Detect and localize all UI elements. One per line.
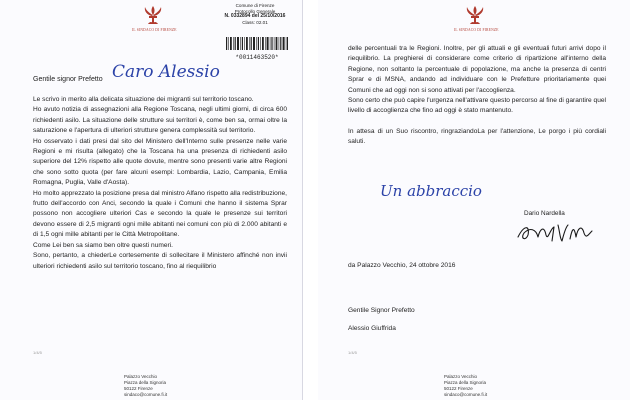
stamp-line: Comune di Firenze <box>235 3 275 8</box>
signer-name: Dario Nardella <box>524 210 565 217</box>
footer-line: 50122 Firenze <box>124 386 153 391</box>
logo-caption: IL SINDACO DI FIRENZE <box>132 28 177 32</box>
greeting: Gentile signor Prefetto <box>33 76 103 83</box>
paragraph: delle percentuali tra le Regioni. Inoltre, per gli attuali e gli eventuali futuri arrivi dopo il riequilibrio. La preghierei di considerare come criterio di ripartizione all'interno della Regione, non soltanto la percentuale di popolazione, ma anche la presenza di centri Sprar e di MSNA, andando ad individuare con le Prefetture prioritariamente quei Comuni che ad oggi non si sono attivati per l'accoglienza. <box>348 45 606 94</box>
footer-line: sindaco@comune.fi.it <box>124 392 168 397</box>
paragraph: Sono, pertanto, a chiederLe cortesemente di sollecitare il Ministero affinché non invii ulteriori richiedenti asilo sul territorio toscano, fino al riequilibrio <box>33 252 287 270</box>
footer-line: Palazzo Vecchio <box>444 374 478 379</box>
paragraph: Le scrivo in merito alla delicata situazione dei migranti sul territorio toscano. <box>33 96 254 103</box>
footer-line: Palazzo Vecchio <box>124 374 158 379</box>
florence-lily-logo-icon <box>142 4 164 26</box>
florence-lily-logo-icon <box>464 4 486 26</box>
place-date: da Palazzo Vecchio, 24 ottobre 2016 <box>348 262 456 269</box>
signature-icon <box>514 219 594 245</box>
handwritten-salutation: Caro Alessio <box>112 62 220 82</box>
page-tick: 1/4/5 <box>33 350 42 355</box>
protocol-stamp <box>218 3 292 37</box>
page-tick: 1/4/5 <box>348 350 357 355</box>
letter-page-2 <box>318 0 630 400</box>
footer-line: Piazza della Signoria <box>124 380 167 385</box>
page-edge <box>302 0 303 400</box>
footer-line: 50122 Firenze <box>444 386 473 391</box>
paragraph: Sono certo che può capire l'urgenza nell'attivare questo percorso al fine di garantire quel livello di accoglienza che fino ad oggi è stato mantenuto. <box>348 97 606 115</box>
letterhead-footer <box>124 374 167 398</box>
paragraph: Ho osservato i dati presi dal sito del Ministero dell'Interno sulle presenze nelle varie Regioni e mi risulta (allegato) che la Toscana ha una presenza di richiedenti asilo superiore del 12% rispetto alle quote dovute, mentre sono presenti varie altre Regioni che sono sotto quota (per fare alcuni esempi: Lombardia, Lazio, Campania, Emilia Romagna, Puglia, Valle d'Aosta). <box>33 137 287 187</box>
stamp-line: Class: 02.01 <box>242 19 268 25</box>
paragraph: Ho avuto notizia di assegnazioni alla Regione Toscana, negli ultimi giorni, di circa 600 richiedenti asilo. La situazione delle strutture sui territori è, come ben sa, ormai oltre la saturazione e l'apertura di ulteriori strutture genera complessità sul territorio. <box>33 106 287 135</box>
letter-body <box>348 44 606 148</box>
letter-body <box>33 95 287 272</box>
footer-line: sindaco@comune.fi.it <box>444 392 488 397</box>
logo-caption: IL SINDACO DI FIRENZE <box>454 28 499 32</box>
barcode-icon <box>226 37 288 50</box>
paragraph: Ho molto apprezzato la posizione presa dal ministro Alfano rispetto alla redistribuzione, frutto dell'accordo con Anci, secondo la quale i Comuni che hanno il sistema Sprar possono non accogliere ulteriori Cas e secondo la quale le presenze sui territori devono essere di 2,5 migranti ogni mille abitanti nei comuni con più di 2.000 abitanti e di 1,5 ogni mille abitanti per le Città Metropolitane. <box>33 189 287 239</box>
paragraph: Come Lei ben sa siamo ben oltre questi numeri. <box>33 241 174 249</box>
handwritten-closing: Un abbraccio <box>380 182 482 200</box>
paragraph: In attesa di un Suo riscontro, ringraziandoLa per l'attenzione, Le porgo i più cordiali saluti. <box>348 127 606 146</box>
stamp-line: Protocollo Generale <box>234 8 276 14</box>
barcode-number: *0011463520* <box>235 54 279 61</box>
letterhead-footer <box>444 374 487 398</box>
recipient-name: Alessio Giuffrida <box>348 325 396 332</box>
recipient-label: Gentile Signor Prefetto <box>348 307 415 314</box>
stamp-protocol-number: N. 0332894 del 25/10/2016 <box>224 13 286 19</box>
footer-line: Piazza della Signoria <box>444 380 487 385</box>
letter-page-1 <box>0 0 303 400</box>
